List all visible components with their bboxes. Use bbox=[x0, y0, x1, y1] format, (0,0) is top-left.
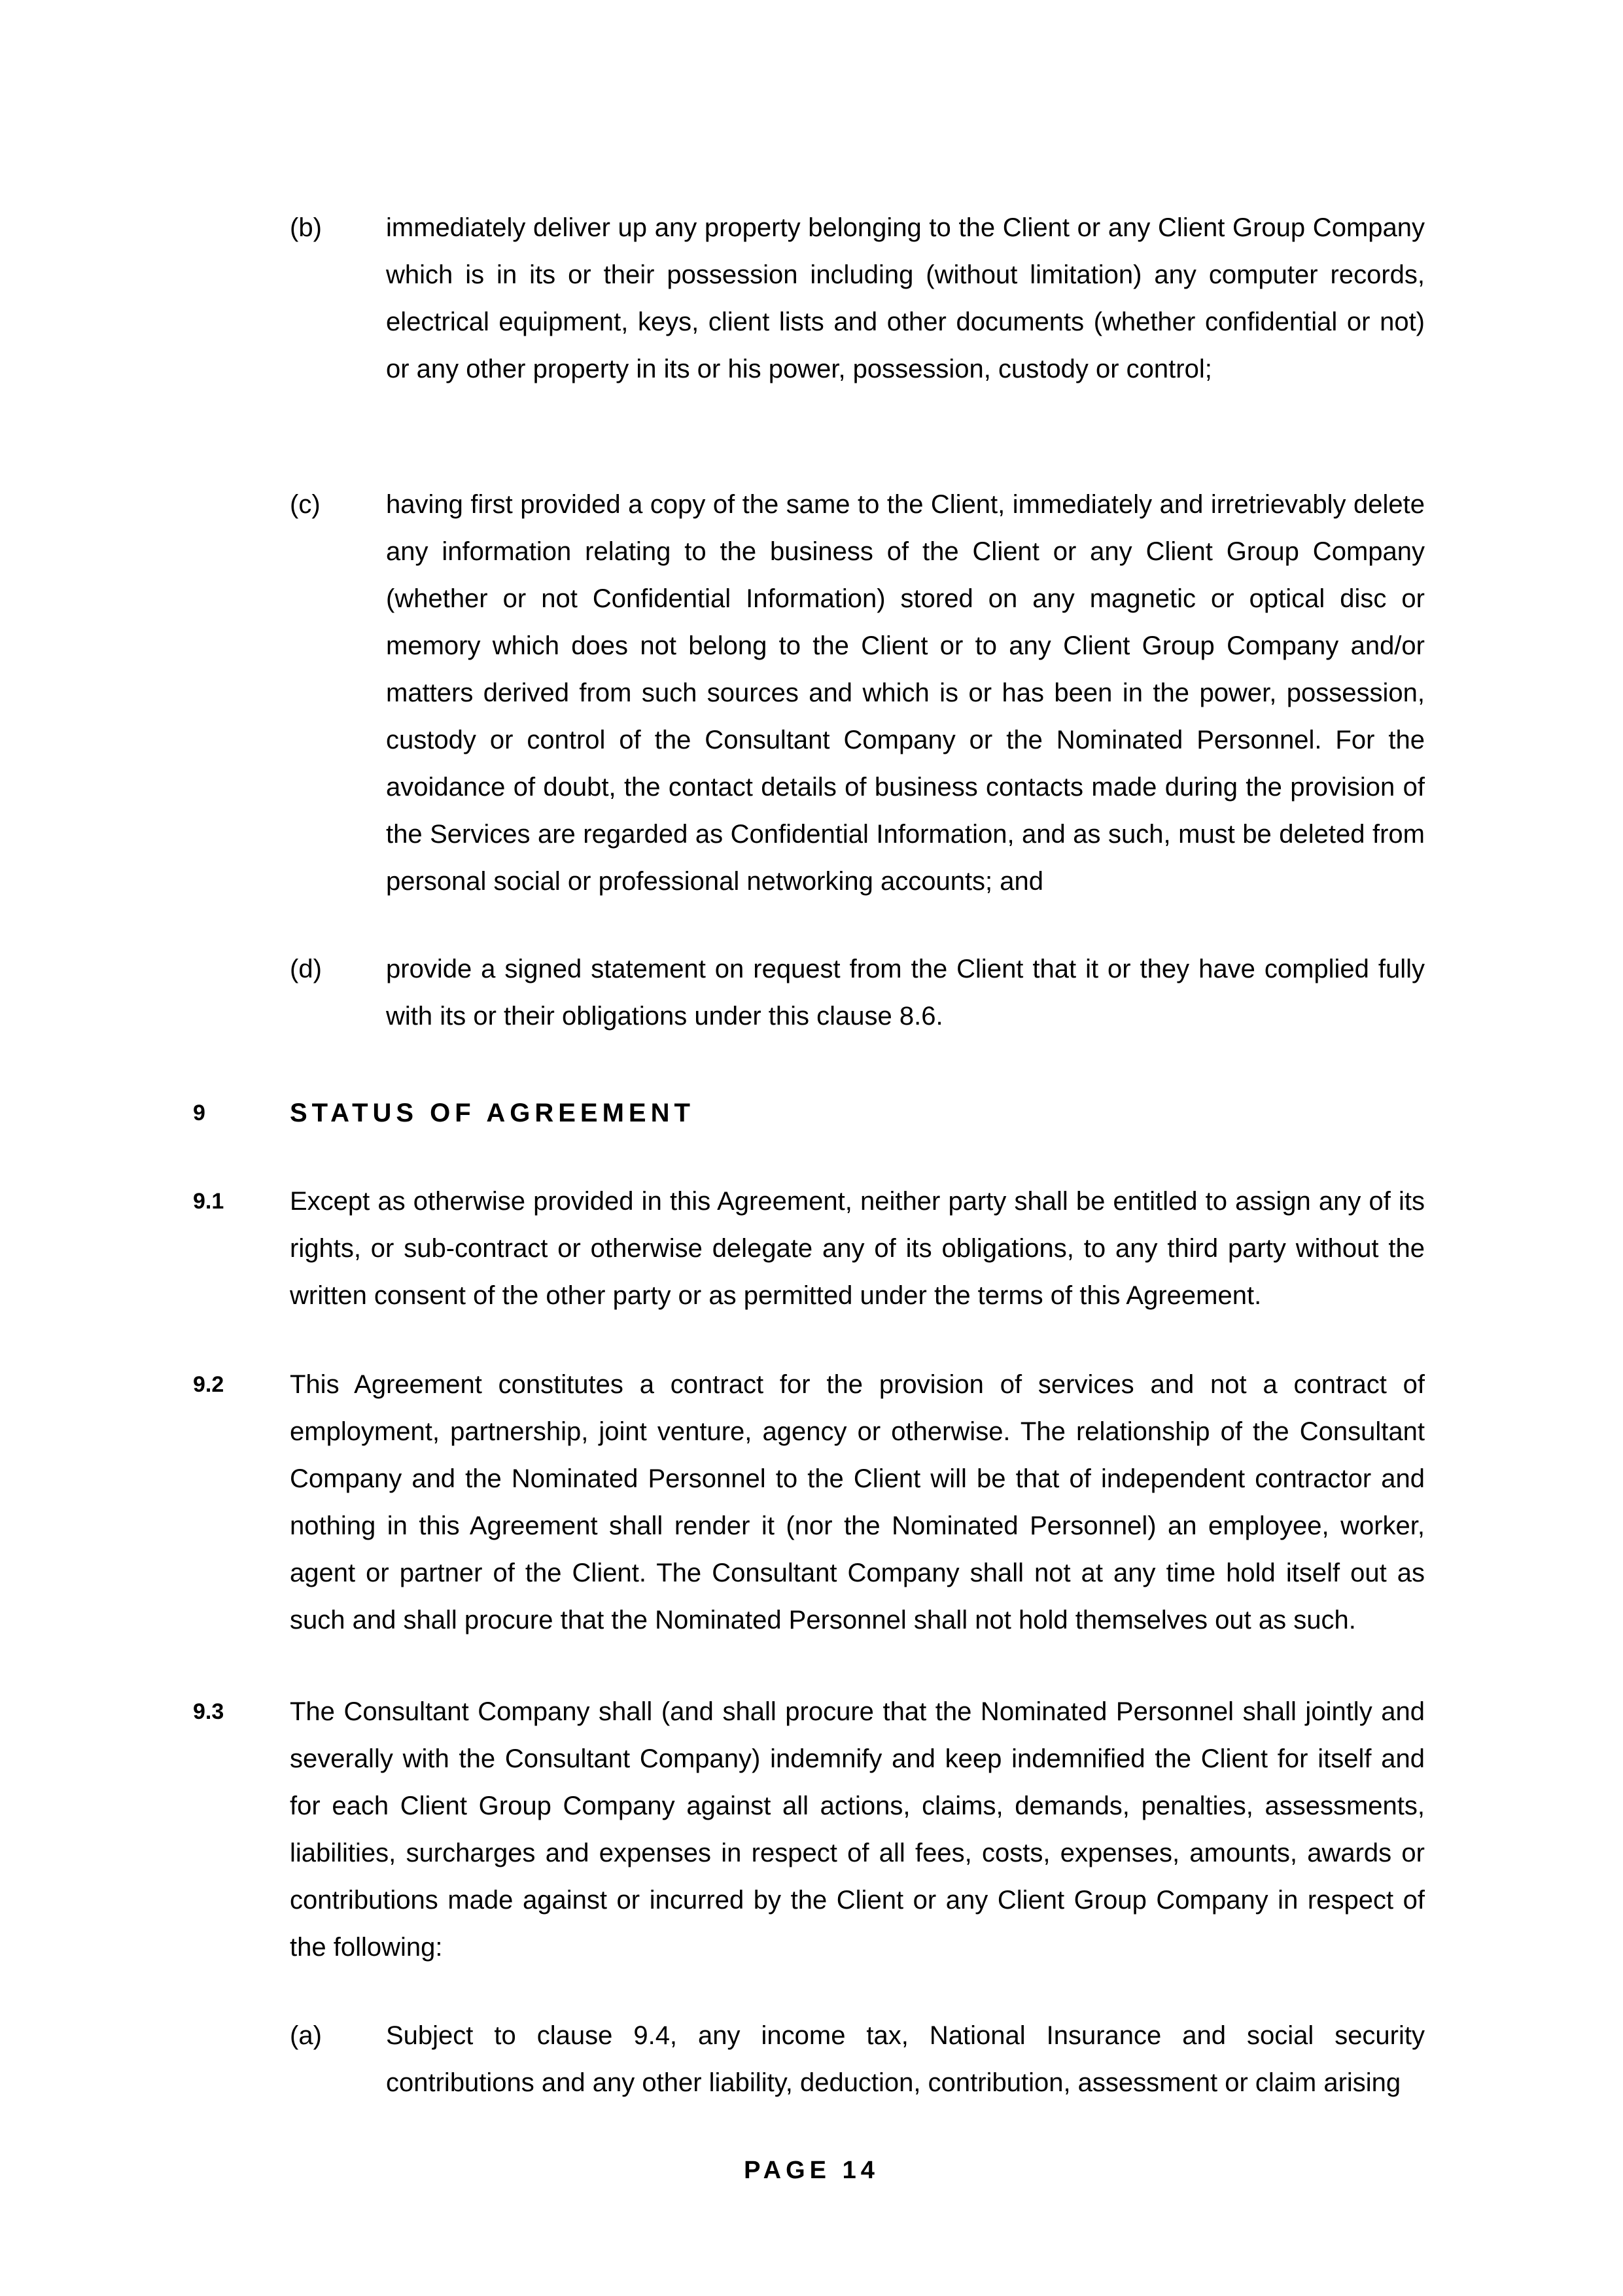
paragraph-b-label: (b) bbox=[290, 213, 322, 242]
clause-9-1-number: 9.1 bbox=[193, 1189, 224, 1214]
clause-9-2-text: This Agreement constitutes a contract for the provision of services and not a contract of employment, partnership, joint venture, agency or otherwise. The relationship of the Consultant Company and the Nominated Personnel to the Client will be that of independent contractor and nothing in this Agreement shall render it (nor the Nominated Personnel) an employee, worker, agent or partner of the Client. The Consultant Company shall not at any time hold itself out as such and shall procure that the Nominated Personnel shall not hold themselves out as such. bbox=[290, 1370, 1425, 1634]
section-heading: STATUS OF AGREEMENT bbox=[290, 1099, 695, 1127]
paragraph-c-text: having first provided a copy of the same to the Client, immediately and irretrievably delete any information relating to the business of the Client or any Client Group Company (whether or not Confidential Information) stored on any magnetic or optical disc or memory which does not belong to the Client or to any Client Group Company and/or matters derived from such sources and which is or has been in the power, possession, custody or control of the Consultant Company or the Nominated Personnel. For the avoidance of doubt, the contact details of business contacts made during the provision of the Services are regarded as Confidential Information, and as such, must be deleted from personal social or professional networking accounts; and bbox=[386, 490, 1425, 896]
clause-9-3-number: 9.3 bbox=[193, 1699, 224, 1724]
clause-9-1-text: Except as otherwise provided in this Agreement, neither party shall be entitled to assign any of its rights, or sub-contract or otherwise delegate any of its obligations, to any third party without the written consent of the other party or as permitted under the terms of this Agreement. bbox=[290, 1187, 1425, 1310]
section-number: 9 bbox=[193, 1101, 205, 1125]
paragraph-d-label: (d) bbox=[290, 955, 322, 983]
clause-9-3-text: The Consultant Company shall (and shall procure that the Nominated Personnel shall jointly and severally with the Consultant Company) indemnify and keep indemnified the Client for itself and for each Client Group Company against all actions, claims, demands, penalties, assessments, liabilities, surcharges and expenses in respect of all fees, costs, expenses, amounts, awards or contributions made against or incurred by the Client or any Client Group Company in respect of the following: bbox=[290, 1697, 1425, 1962]
paragraph-b-text: immediately deliver up any property belonging to the Client or any Client Group Company which is in its or their possession including (without limitation) any computer records, electrical equipment, keys, client lists and other documents (whether confidential or not) or any other property in its or his power, possession, custody or control; bbox=[386, 213, 1425, 383]
clause-9-2-number: 9.2 bbox=[193, 1372, 224, 1397]
page-number-footer: PAGE 14 bbox=[744, 2157, 879, 2184]
clause-9-3-a-text: Subject to clause 9.4, any income tax, National Insurance and social security contributions and any other liability, deduction, contribution, assessment or claim arising bbox=[386, 2021, 1425, 2097]
paragraph-c-label: (c) bbox=[290, 490, 321, 519]
clause-9-3-a-label: (a) bbox=[290, 2021, 322, 2050]
paragraph-d-text: provide a signed statement on request from the Client that it or they have complied fully with its or their obligations under this clause 8.6. bbox=[386, 955, 1425, 1031]
